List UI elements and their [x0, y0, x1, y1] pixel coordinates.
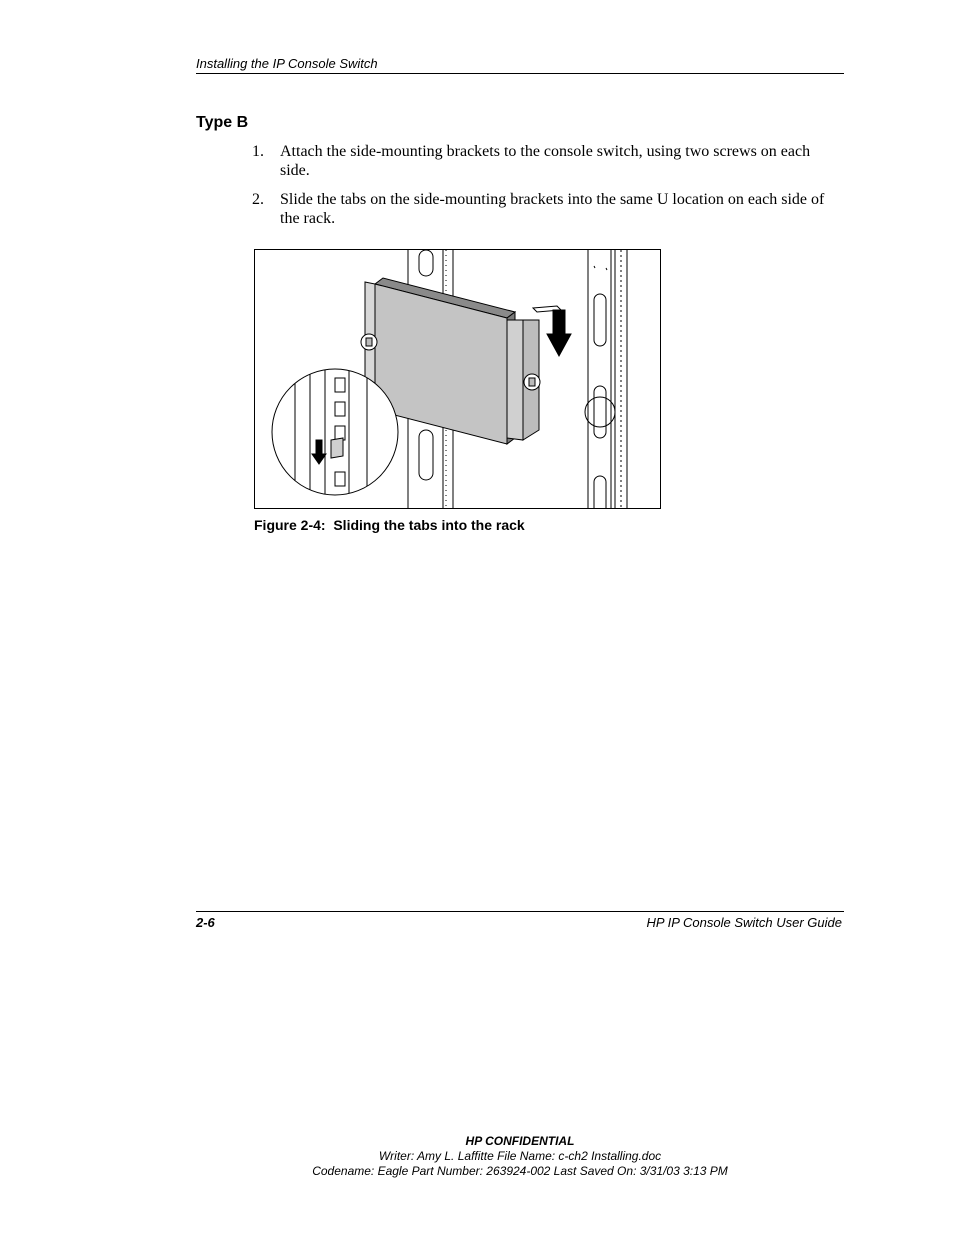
- step-number: 2.: [252, 191, 264, 208]
- step-text: Attach the side-mounting brackets to the console switch, using two screws on each side.: [280, 143, 811, 179]
- right-rack-rail: [588, 250, 627, 508]
- section-title: Type B: [196, 114, 249, 131]
- steps-list: [252, 142, 827, 238]
- confidential-codename-line: Codename: Eagle Part Number: 263924-002 Last Saved On: 3/31/03 3:13 PM: [312, 1164, 728, 1178]
- guide-title: HP IP Console Switch User Guide: [646, 915, 842, 930]
- rack-illustration: [255, 250, 660, 508]
- page-number: 2-6: [196, 915, 215, 930]
- figure-caption: Figure 2-4: Sliding the tabs into the rack: [254, 517, 525, 533]
- figure-illustration: [254, 249, 661, 509]
- confidential-writer-line: Writer: Amy L. Laffitte File Name: c-ch2 Installing.doc: [378, 1149, 662, 1163]
- step-number: 1.: [252, 143, 264, 160]
- footer-rule: [196, 911, 844, 912]
- step-text: Slide the tabs on the side-mounting brackets into the same U location on each side of the rack.: [280, 191, 825, 227]
- confidential-label: HP CONFIDENTIAL: [465, 1134, 575, 1148]
- step-1: [252, 142, 827, 180]
- step-2: [252, 190, 827, 228]
- running-header: Installing the IP Console Switch: [196, 56, 844, 74]
